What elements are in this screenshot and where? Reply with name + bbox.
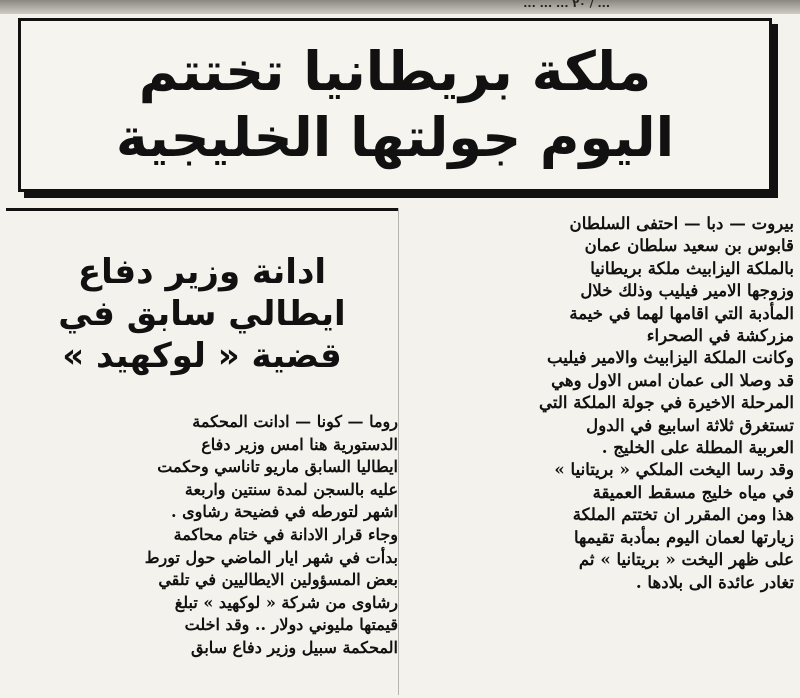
article-line: المحكمة سبيل وزير دفاع سابق — [190, 637, 398, 657]
article-line: روما — كونا — ادانت المحكمة — [192, 412, 398, 431]
article-line: اشهر لتورطه في فضيحة رشاوى . — [171, 502, 398, 522]
article-line: وكانت الملكة اليزابيث والامير فيليب — [546, 347, 794, 368]
article-line: وزوجها الامير فيليب وذلك خلال — [580, 280, 794, 301]
queen-article — [398, 212, 794, 695]
article-line: وقد رسا اليخت الملكي « بريتانيا » — [554, 459, 794, 480]
headline-line-1: ملكة بريطانيا تختتم — [138, 40, 652, 103]
article-line: رشاوى من شركة « لوكهيد » تبلغ — [174, 592, 398, 612]
article-line: ايطاليا السابق ماريو تاناسي وحكمت — [157, 457, 398, 477]
article-line: تستغرق ثلاثة اسابيع في الدول — [586, 414, 794, 435]
article-line: بدأت في شهر ايار الماضي حول تورط — [144, 547, 398, 567]
subhead-line-3: قضية « لوكهيد » — [62, 336, 342, 376]
article-line: بيروت — دبا — احتفى السلطان — [569, 213, 794, 233]
headline-line-2: اليوم جولتها الخليجية — [115, 106, 675, 169]
article-line: المأدبة التي اقامها لهما في خيمة — [569, 302, 794, 323]
article-line: قيمتها مليوني دولار .. وقد اخلت — [184, 615, 398, 635]
article-line: وجاء قرار الادانة في ختام محاكمة — [173, 524, 398, 544]
article-line: العربية المطلة على الخليج . — [601, 437, 794, 458]
article-line: عليه بالسجن لمدة سنتين واربعة — [184, 479, 398, 499]
article-line: تغادر عائدة الى بلادها . — [635, 571, 794, 592]
article-line: بعض المسؤولين الايطاليين في تلقي — [158, 570, 398, 590]
article-line: الدستورية هنا امس وزير دفاع — [201, 434, 398, 454]
italy-article — [6, 208, 398, 698]
article-line: في مياه خليج مسقط العميقة — [592, 481, 794, 502]
article-line: قابوس بن سعيد سلطان عمان — [584, 235, 794, 256]
subhead-line-2: ايطالي سابق في — [58, 294, 346, 334]
masthead-strip-text: ... / ٢٠ ... ... ... — [523, 0, 610, 10]
article-line: بالملكة اليزابيث ملكة بريطانيا — [590, 257, 794, 278]
article-line: زيارتها لعمان اليوم بمأدبة تقيمها — [573, 526, 794, 547]
article-line: على ظهر اليخت « بريتانيا » ثم — [578, 549, 794, 570]
article-line: قد وصلا الى عمان امس الاول وهي — [551, 369, 794, 390]
masthead-strip — [0, 0, 800, 14]
italy-article-body — [6, 411, 398, 660]
subhead-line-1: ادانة وزير دفاع — [77, 252, 327, 292]
headline-box — [18, 18, 772, 192]
article-line: هذا ومن المقرر ان تختتم الملكة — [572, 504, 794, 525]
article-line: المرحلة الاخيرة في جولة الملكة التي — [539, 392, 794, 413]
italy-subhead — [6, 251, 398, 377]
article-line: مزركشة في الصحراء — [646, 325, 794, 346]
